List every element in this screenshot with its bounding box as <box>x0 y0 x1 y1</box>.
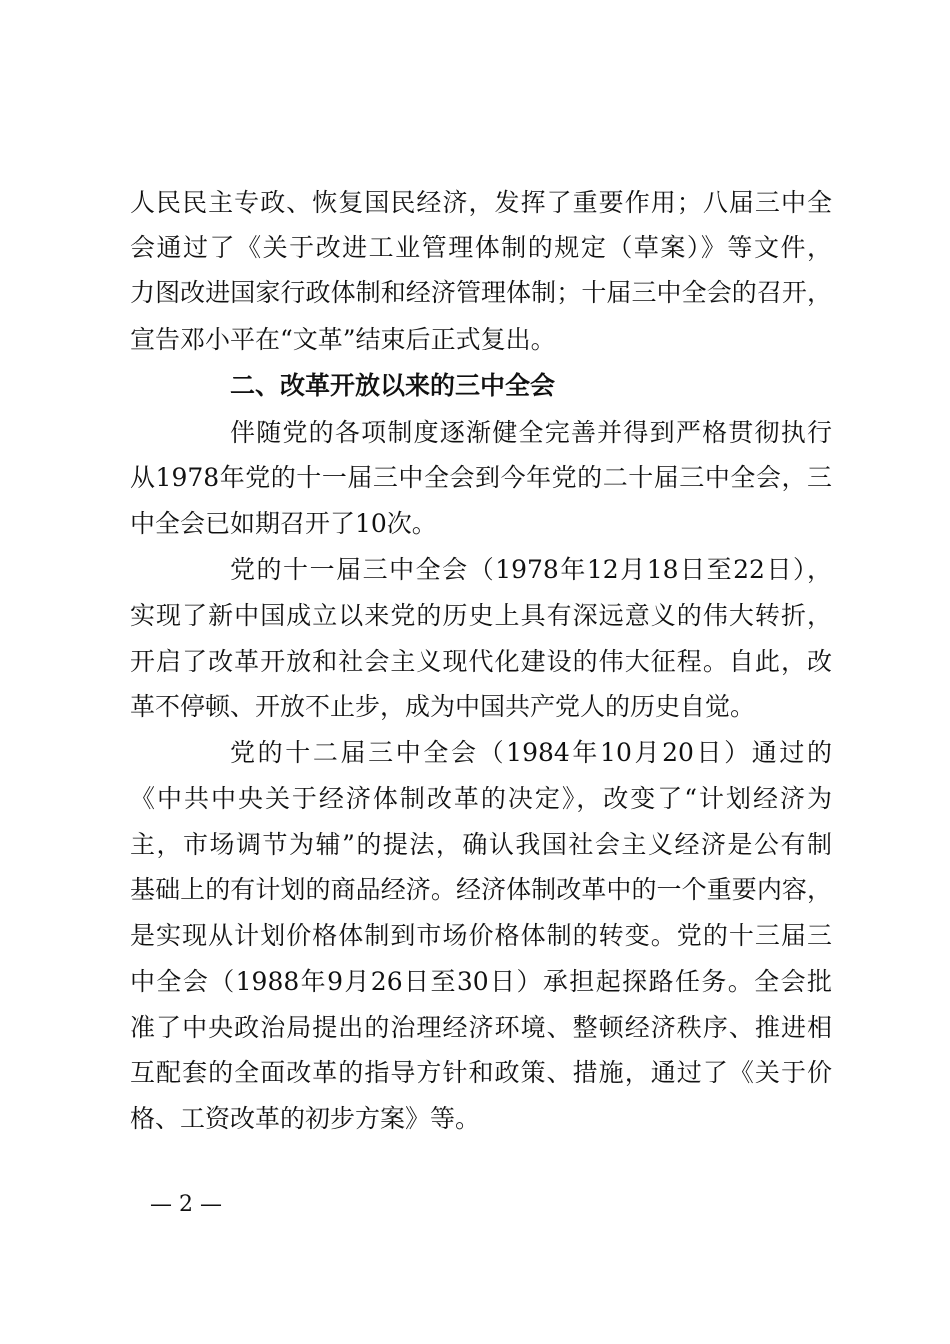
body-text-line: 从1978年党的十一届三中全会到今年党的二十届三中全会，三 <box>130 463 832 492</box>
body-text-line: 人民民主专政、恢复国民经济，发挥了重要作用；八届三中全 <box>130 188 832 217</box>
body-text-line: 互配套的全面改革的指导方针和政策、措施，通过了《关于价 <box>130 1058 832 1087</box>
body-text-line: 伴随党的各项制度逐渐健全完善并得到严格贯彻执行 <box>230 418 832 447</box>
body-text-line: 主，市场调节为辅”的提法，确认我国社会主义经济是公有制 <box>130 830 832 859</box>
page-number: — 2 — <box>150 1192 222 1217</box>
body-text-line: 是实现从计划价格体制到市场价格体制的转变。党的十三届三 <box>130 921 832 950</box>
body-text-line: 会通过了《关于改进工业管理体制的规定（草案）》等文件， <box>130 233 832 262</box>
body-text-line: 力图改进国家行政体制和经济管理体制；十届三中全会的召开， <box>130 278 832 307</box>
body-text-line: 革不停顿、开放不止步，成为中国共产党人的历史自觉。 <box>130 692 756 721</box>
section-heading: 二、改革开放以来的三中全会 <box>230 371 556 400</box>
body-text-line: 开启了改革开放和社会主义现代化建设的伟大征程。自此，改 <box>130 647 832 676</box>
body-text-line: 中全会已如期召开了10次。 <box>130 509 437 538</box>
body-text-line: 准了中央政治局提出的治理经济环境、整顿经济秩序、推进相 <box>130 1013 832 1042</box>
body-text-line: 《中共中央关于经济体制改革的决定》，改变了“计划经济为 <box>130 784 832 813</box>
body-text-line: 宣告邓小平在“文革”结束后正式复出。 <box>130 325 556 354</box>
body-text-line: 中全会（1988年9月26日至30日）承担起探路任务。全会批 <box>130 967 832 996</box>
body-text-line: 实现了新中国成立以来党的历史上具有深远意义的伟大转折， <box>130 601 832 630</box>
body-text-line: 党的十二届三中全会（1984年10月20日）通过的 <box>230 738 832 767</box>
body-text-line: 基础上的有计划的商品经济。经济体制改革中的一个重要内容， <box>130 875 832 904</box>
body-text-line: 党的十一届三中全会（1978年12月18日至22日）， <box>230 555 832 584</box>
body-text-line: 格、工资改革的初步方案》等。 <box>130 1104 481 1133</box>
